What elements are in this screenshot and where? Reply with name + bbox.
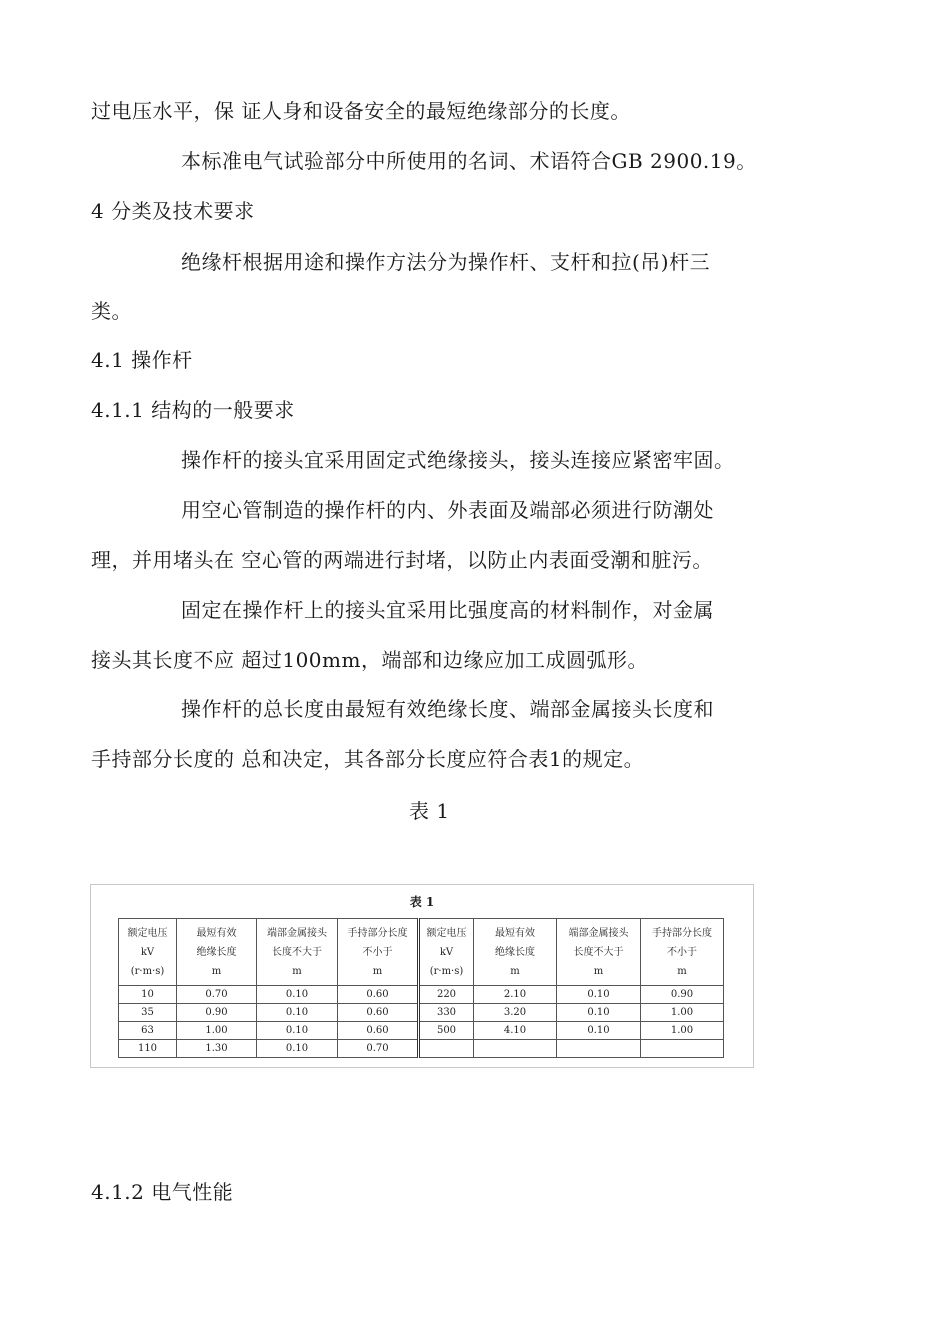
- header-cell: 额定电压 kV (r·m·s): [119, 919, 177, 986]
- table-title: 表 1: [409, 895, 435, 909]
- paragraph-line: 理，并用堵头在 空心管的两端进行封堵，以防止内表面受潮和脏污。: [91, 548, 713, 572]
- table-cell: 0.60: [338, 1004, 419, 1022]
- paragraph-line: 接头其长度不应 超过100mm，端部和边缘应加工成圆弧形。: [91, 648, 648, 672]
- table-caption: 表 1: [409, 799, 450, 823]
- paragraph-line: 绝缘杆根据用途和操作方法分为操作杆、支杆和拉(吊)杆三: [181, 250, 711, 274]
- table-cell: 0.90: [641, 986, 724, 1004]
- table-cell: 3.20: [474, 1004, 557, 1022]
- table-row: [119, 1004, 724, 1022]
- table-cell: 330: [419, 1004, 474, 1022]
- table-row: [119, 1022, 724, 1040]
- spec-table: [118, 918, 724, 1058]
- paragraph-line: 本标准电气试验部分中所使用的名词、术语符合GB 2900.19。: [181, 149, 757, 173]
- table-cell: 0.60: [338, 986, 419, 1004]
- table-cell: [474, 1040, 557, 1058]
- table-cell: [641, 1040, 724, 1058]
- table-cell: 0.10: [257, 1022, 338, 1040]
- table-cell: 0.10: [557, 1022, 641, 1040]
- table-cell: 0.10: [557, 1004, 641, 1022]
- table-cell: 0.70: [338, 1040, 419, 1058]
- paragraph-line: 操作杆的总长度由最短有效绝缘长度、端部金属接头长度和: [181, 697, 714, 721]
- table-header-row: [119, 919, 724, 986]
- paragraph-line: 类。: [91, 299, 132, 323]
- table-cell: 0.10: [257, 986, 338, 1004]
- table-cell: 0.10: [257, 1004, 338, 1022]
- paragraph-line: 固定在操作杆上的接头宜采用比强度高的材料制作，对金属: [181, 598, 714, 622]
- paragraph-line: 用空心管制造的操作杆的内、外表面及端部必须进行防潮处: [181, 498, 714, 522]
- paragraph-line: 手持部分长度的 总和决定，其各部分长度应符合表1的规定。: [91, 747, 645, 771]
- header-cell: 端部金属接头 长度不大于 m: [557, 919, 641, 986]
- paragraph-line: 操作杆的接头宜采用固定式绝缘接头，接头连接应紧密牢固。: [181, 448, 735, 472]
- table-cell: 0.90: [177, 1004, 257, 1022]
- header-cell: 最短有效 绝缘长度 m: [177, 919, 257, 986]
- section-heading: 4.1.2 电气性能: [91, 1180, 234, 1204]
- table-row: [119, 986, 724, 1004]
- table-cell: 10: [119, 986, 177, 1004]
- header-cell: 额定电压 kV (r·m·s): [419, 919, 474, 986]
- header-cell: 最短有效 绝缘长度 m: [474, 919, 557, 986]
- header-cell: 端部金属接头 长度不大于 m: [257, 919, 338, 986]
- table-cell: 110: [119, 1040, 177, 1058]
- table-cell: [557, 1040, 641, 1058]
- table-cell: 63: [119, 1022, 177, 1040]
- table-cell: 1.30: [177, 1040, 257, 1058]
- table-cell: 0.60: [338, 1022, 419, 1040]
- table-cell: 500: [419, 1022, 474, 1040]
- paragraph-line: 过电压水平，保 证人身和设备安全的最短绝缘部分的长度。: [91, 99, 631, 123]
- section-heading: 4.1.1 结构的一般要求: [91, 398, 295, 422]
- table-cell: 1.00: [177, 1022, 257, 1040]
- header-cell: 手持部分长度 不小于 m: [338, 919, 419, 986]
- section-heading: 4.1 操作杆: [91, 348, 193, 372]
- table-cell: [419, 1040, 474, 1058]
- table-cell: 0.10: [257, 1040, 338, 1058]
- table-cell: 4.10: [474, 1022, 557, 1040]
- section-heading: 4 分类及技术要求: [91, 199, 255, 223]
- table-cell: 0.70: [177, 986, 257, 1004]
- table-cell: 2.10: [474, 986, 557, 1004]
- table-cell: 0.10: [557, 986, 641, 1004]
- table-cell: 1.00: [641, 1004, 724, 1022]
- header-cell: 手持部分长度 不小于 m: [641, 919, 724, 986]
- table-cell: 35: [119, 1004, 177, 1022]
- table-row: [119, 1040, 724, 1058]
- table-figure: [90, 884, 754, 1068]
- table-cell: 1.00: [641, 1022, 724, 1040]
- table-cell: 220: [419, 986, 474, 1004]
